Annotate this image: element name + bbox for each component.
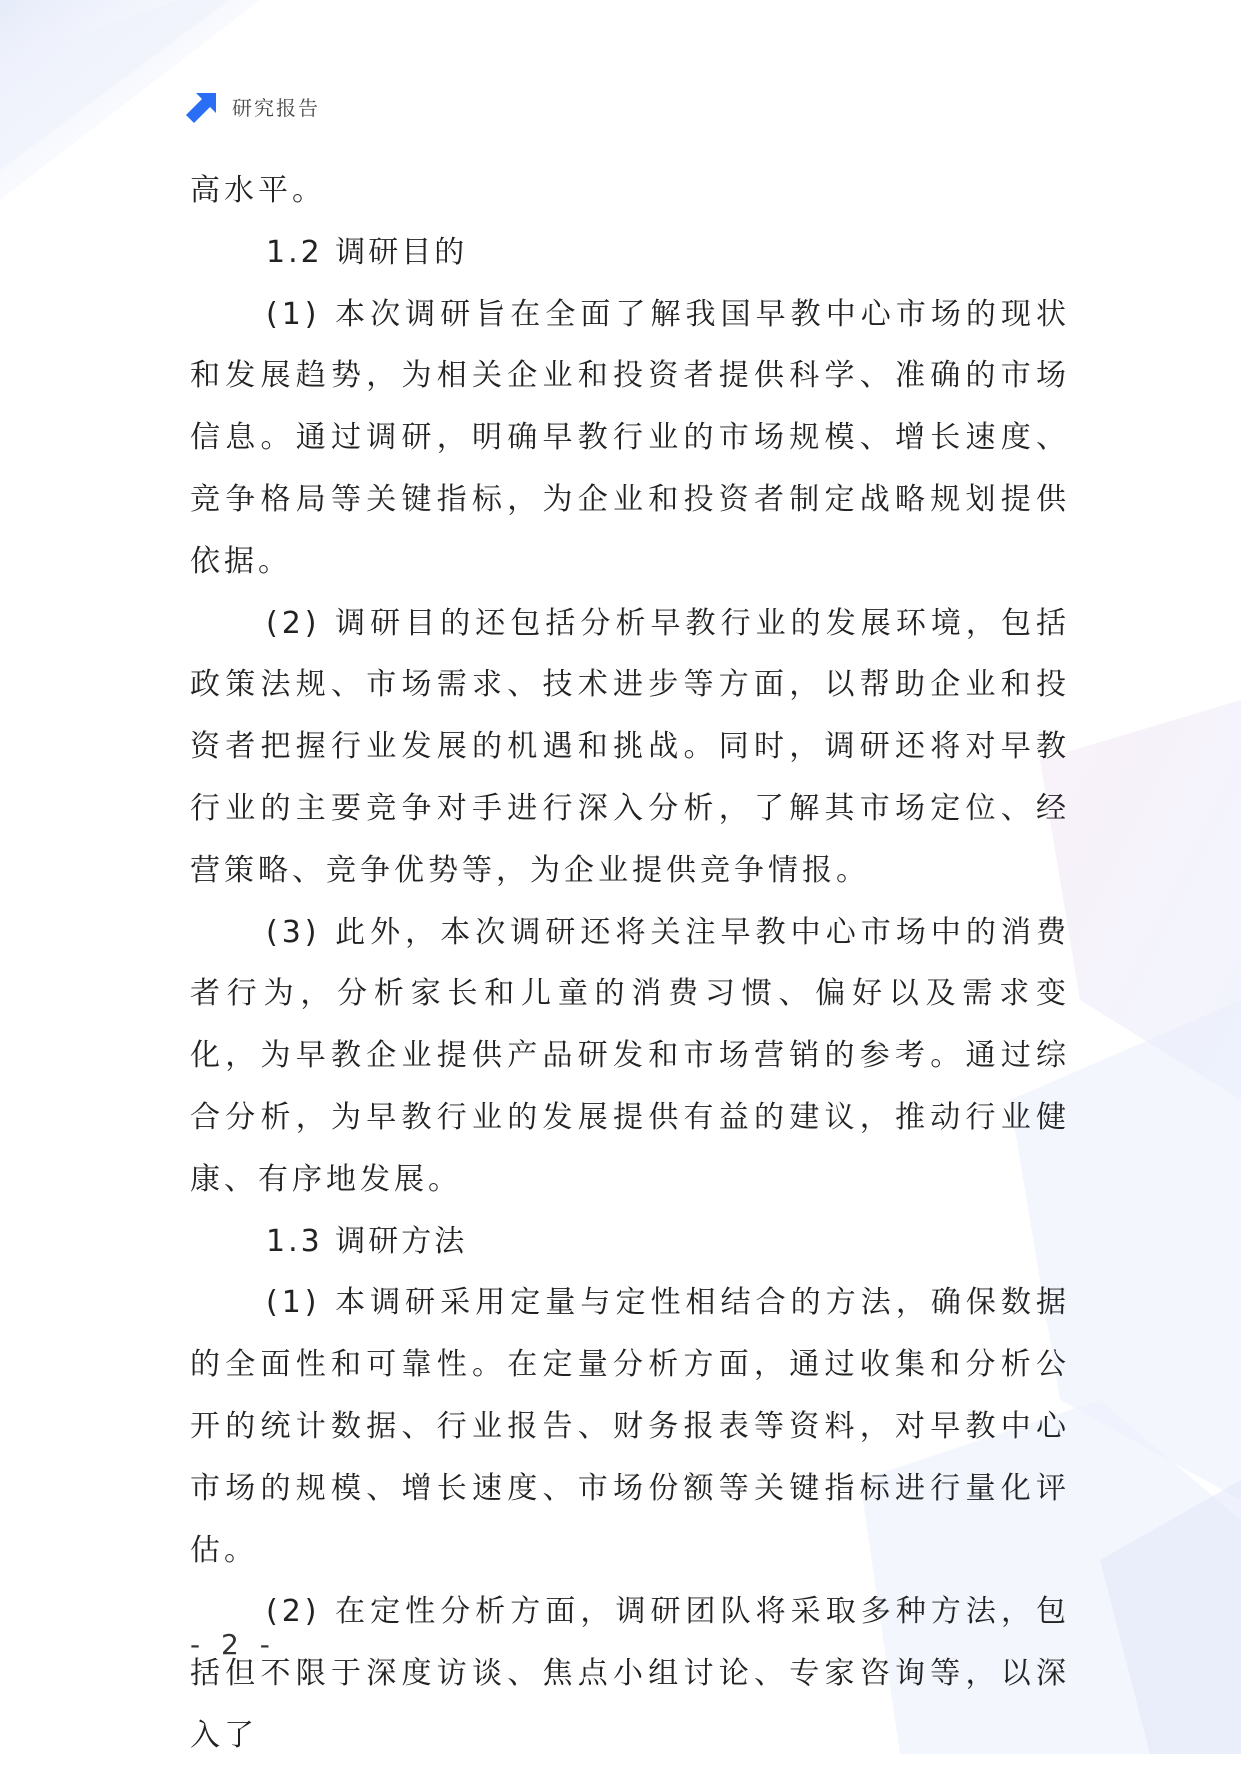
section-heading: 1.3 调研方法 bbox=[266, 1223, 468, 1259]
paragraph: (1) 本调研采用定量与定性相结合的方法，确保数据的全面性和可靠性。在定量分析方面，通过收集和分析公开的统计数据、行业报告、财务报表等资料，对早教中心市场的规模、增长速度、市场份额等关键指标进行量化评估。 bbox=[190, 1285, 1070, 1568]
paragraph: (2) 调研目的还包括分析早教行业的发展环境，包括政策法规、市场需求、技术进步等方面，以帮助企业和投资者把握行业发展的机遇和挑战。同时，调研还将对早教行业的主要竞争对手进行深入分析，了解其市场定位、经营策略、竞争优势等，为企业提供竞争情报。 bbox=[190, 605, 1070, 888]
paragraph: 高水平。 bbox=[190, 173, 326, 208]
paragraph: (2) 在定性分析方面，调研团队将采取多种方法，包括但不限于深度访谈、焦点小组讨论、专家咨询等，以深入了 bbox=[190, 1594, 1070, 1753]
paragraph: (3) 此外，本次调研还将关注早教中心市场中的消费者行为，分析家长和儿童的消费习惯、偏好以及需求变化，为早教企业提供产品研发和市场营销的参考。通过综合分析，为早教行业的发展提供有益的建议，推动行业健康、有序地发展。 bbox=[190, 914, 1070, 1197]
document-body bbox=[190, 160, 1070, 1767]
section-heading: 1.2 调研目的 bbox=[266, 234, 468, 270]
arrow-up-right-icon bbox=[186, 89, 220, 123]
page-number: - 2 - bbox=[190, 1628, 276, 1661]
header-title: 研究报告 bbox=[232, 95, 320, 120]
report-header bbox=[186, 88, 320, 124]
paragraph: (1) 本次调研旨在全面了解我国早教中心市场的现状和发展趋势，为相关企业和投资者提供科学、准确的市场信息。通过调研，明确早教行业的市场规模、增长速度、竞争格局等关键指标，为企业和投资者制定战略规划提供依据。 bbox=[190, 296, 1070, 579]
